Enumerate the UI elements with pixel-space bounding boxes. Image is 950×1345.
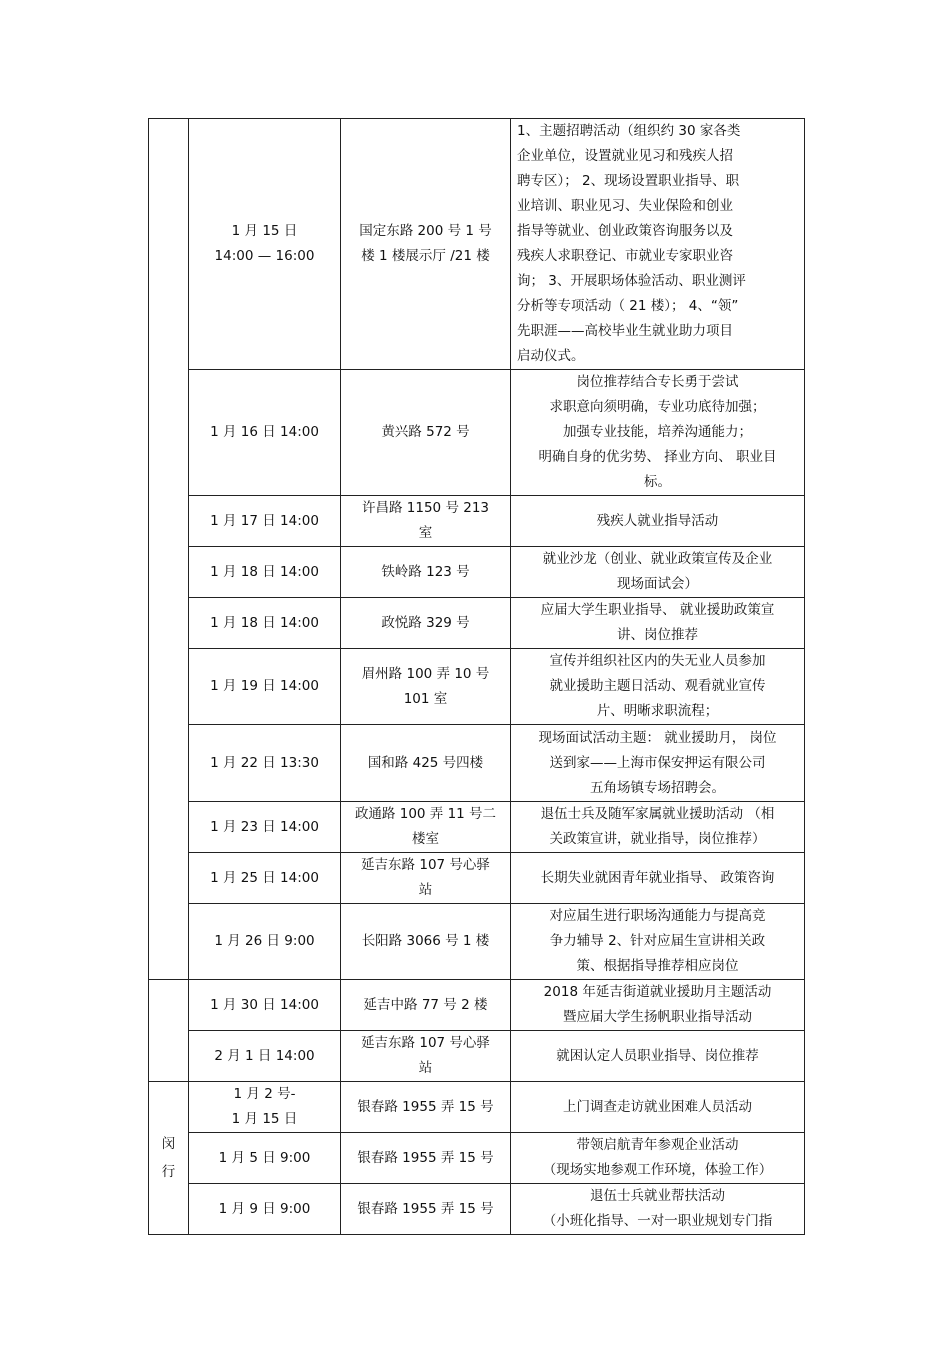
time-cell: 1 月 18 日 14:00 [189, 598, 341, 649]
address-cell: 银春路 1955 弄 15 号 [341, 1133, 511, 1184]
district-label: 行 [161, 1164, 176, 1180]
address-cell: 政悦路 329 号 [341, 598, 511, 649]
table-row [149, 904, 805, 980]
activity-schedule-table [148, 118, 805, 1235]
time-cell: 1 月 22 日 13:30 [189, 725, 341, 802]
table-row [149, 1031, 805, 1082]
activity-cell: 现场面试活动主题： 就业援助月， 岗位 送到家——上海市保安押运有限公司 五角场镇专场招聘会。 [511, 725, 805, 802]
table-row [149, 598, 805, 649]
time-cell: 1 月 25 日 14:00 [189, 853, 341, 904]
address-cell: 延吉东路 107 号心驿 站 [341, 853, 511, 904]
table-row [149, 1082, 805, 1133]
time-cell: 1 月 17 日 14:00 [189, 496, 341, 547]
table-row [149, 649, 805, 725]
address-cell: 许昌路 1150 号 213 室 [341, 496, 511, 547]
district-cell-yangpu [149, 119, 189, 980]
time-cell: 1 月 15 日 14:00 — 16:00 [189, 119, 341, 370]
table-row [149, 980, 805, 1031]
address-cell: 银春路 1955 弄 15 号 [341, 1082, 511, 1133]
table-row [149, 725, 805, 802]
address-cell: 国定东路 200 号 1 号 楼 1 楼展示厅 /21 楼 [341, 119, 511, 370]
activity-cell: 带领启航青年参观企业活动 （现场实地参观工作环境，体验工作） [511, 1133, 805, 1184]
time-cell: 1 月 16 日 14:00 [189, 370, 341, 496]
address-cell: 长阳路 3066 号 1 楼 [341, 904, 511, 980]
district-cell-minhang [149, 1082, 189, 1235]
time-cell: 1 月 5 日 9:00 [189, 1133, 341, 1184]
time-cell: 1 月 30 日 14:00 [189, 980, 341, 1031]
activity-cell: 就困认定人员职业指导、岗位推荐 [511, 1031, 805, 1082]
activity-cell: 长期失业就困青年就业指导、 政策咨询 [511, 853, 805, 904]
address-cell: 政通路 100 弄 11 号二 楼室 [341, 802, 511, 853]
activity-cell: 1、主题招聘活动（组织约 30 家各类 企业单位，设置就业见习和残疾人招 聘专区）； 2、现场设置职业指导、职 业培训、职业见习、失业保险和创业 指导等就业、创业政策咨询服务以及 残疾人求职登记、市就业专家职业咨 询； 3、开展职场体验活动、职业测评 分析等专项活动（ 21 楼）； 4、“领” 先职涯——高校毕业生就业助力项目 启动仪式。 [511, 119, 805, 370]
table-row [149, 119, 805, 370]
activity-cell: 残疾人就业指导活动 [511, 496, 805, 547]
activity-cell: 宣传并组织社区内的失无业人员参加 就业援助主题日活动、观看就业宣传 片、明晰求职流程； [511, 649, 805, 725]
table-row [149, 547, 805, 598]
table-row [149, 1133, 805, 1184]
activity-cell: 2018 年延吉街道就业援助月主题活动 暨应届大学生扬帆职业指导活动 [511, 980, 805, 1031]
time-cell: 1 月 2 号- 1 月 15 日 [189, 1082, 341, 1133]
table-row [149, 1184, 805, 1235]
activity-cell: 上门调查走访就业困难人员活动 [511, 1082, 805, 1133]
district-cell-yanji [149, 980, 189, 1082]
time-cell: 1 月 23 日 14:00 [189, 802, 341, 853]
time-cell: 1 月 18 日 14:00 [189, 547, 341, 598]
activity-cell: 退伍士兵及随军家属就业援助活动 （相 关政策宣讲，就业指导，岗位推荐） [511, 802, 805, 853]
time-cell: 1 月 19 日 14:00 [189, 649, 341, 725]
table-row [149, 802, 805, 853]
time-cell: 2 月 1 日 14:00 [189, 1031, 341, 1082]
activity-cell: 对应届生进行职场沟通能力与提高竞 争力辅导 2、针对应届生宣讲相关政 策、根据指导推荐相应岗位 [511, 904, 805, 980]
address-cell: 眉州路 100 弄 10 号 101 室 [341, 649, 511, 725]
address-cell: 延吉中路 77 号 2 楼 [341, 980, 511, 1031]
activity-cell: 退伍士兵就业帮扶活动 （小班化指导、一对一职业规划专门指 [511, 1184, 805, 1235]
address-cell: 延吉东路 107 号心驿 站 [341, 1031, 511, 1082]
activity-cell: 就业沙龙（创业、就业政策宣传及企业 现场面试会） [511, 547, 805, 598]
activity-cell: 应届大学生职业指导、 就业援助政策宣 讲、岗位推荐 [511, 598, 805, 649]
address-cell: 国和路 425 号四楼 [341, 725, 511, 802]
address-cell: 黄兴路 572 号 [341, 370, 511, 496]
address-cell: 铁岭路 123 号 [341, 547, 511, 598]
time-cell: 1 月 9 日 9:00 [189, 1184, 341, 1235]
activity-cell: 岗位推荐结合专长勇于尝试 求职意向须明确，专业功底待加强； 加强专业技能，培养沟通能力； 明确自身的优劣势、 择业方向、 职业目 标。 [511, 370, 805, 496]
time-cell: 1 月 26 日 9:00 [189, 904, 341, 980]
address-cell: 银春路 1955 弄 15 号 [341, 1184, 511, 1235]
table-row [149, 370, 805, 496]
table-row [149, 853, 805, 904]
district-label: 闵 [161, 1136, 176, 1152]
table-row [149, 496, 805, 547]
